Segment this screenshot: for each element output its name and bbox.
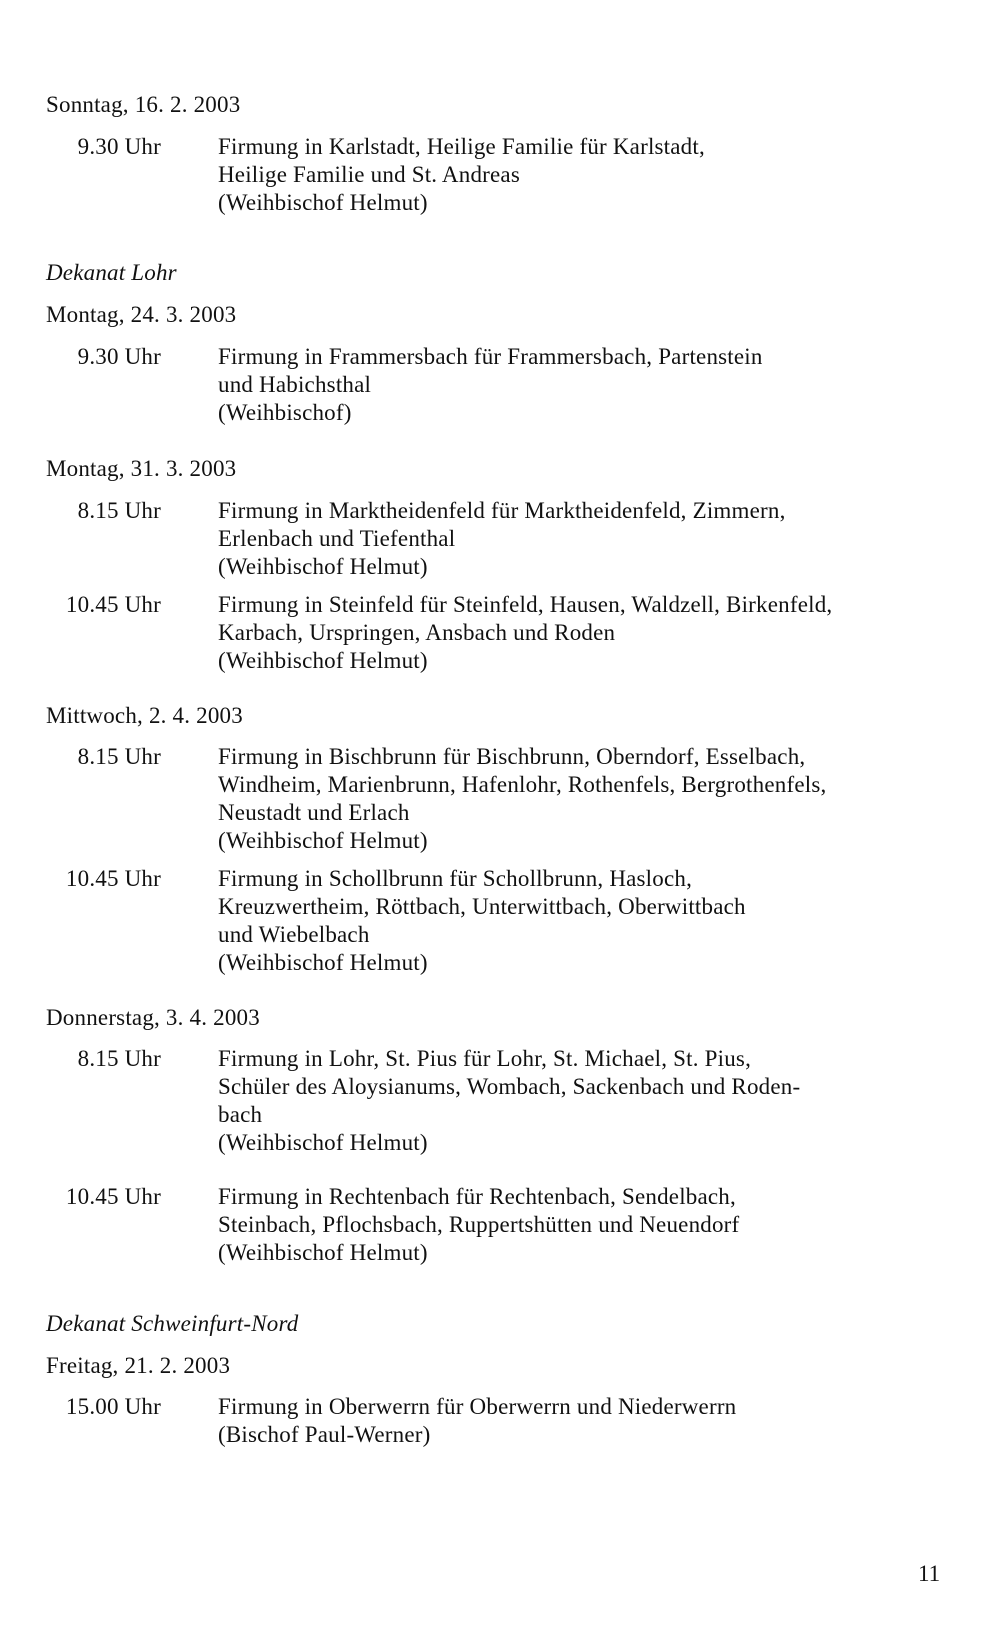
event-line: Firmung in Bischbrunn für Bischbrunn, Oberndorf, Esselbach, <box>218 744 806 769</box>
date-heading: Sonntag, 16. 2. 2003 <box>46 92 241 117</box>
event-line: (Weihbischof Helmut) <box>218 190 428 215</box>
event-line: Firmung in Rechtenbach für Rechtenbach, Sendelbach, <box>218 1184 736 1209</box>
date-heading: Montag, 24. 3. 2003 <box>46 302 237 327</box>
event-line: (Weihbischof Helmut) <box>218 828 428 853</box>
event-line: Steinbach, Pflochsbach, Ruppertshütten und Neuendorf <box>218 1212 740 1237</box>
event-time: 10.45 Uhr <box>65 866 161 891</box>
event-line: Firmung in Steinfeld für Steinfeld, Hausen, Waldzell, Birkenfeld, <box>218 592 833 617</box>
event-line: Firmung in Marktheidenfeld für Marktheidenfeld, Zimmern, <box>218 498 786 523</box>
event-line: Firmung in Oberwerrn für Oberwerrn und Niederwerrn <box>218 1394 737 1419</box>
event-line: (Weihbischof Helmut) <box>218 648 428 673</box>
event-time: 9.30 Uhr <box>77 344 161 369</box>
event-line: und Wiebelbach <box>218 922 370 947</box>
event-line: Erlenbach und Tiefenthal <box>218 526 456 551</box>
event-line: Karbach, Urspringen, Ansbach und Roden <box>218 620 616 645</box>
event-line: Firmung in Lohr, St. Pius für Lohr, St. Michael, St. Pius, <box>218 1046 752 1071</box>
event-line: Schüler des Aloysianums, Wombach, Sackenbach und Roden- <box>218 1074 801 1099</box>
event-line: (Bischof Paul-Werner) <box>218 1422 431 1447</box>
event-time: 10.45 Uhr <box>65 592 161 617</box>
event-time: 8.15 Uhr <box>77 498 161 523</box>
page-number: 11 <box>918 1561 941 1586</box>
event-line: Firmung in Schollbrunn für Schollbrunn, Hasloch, <box>218 866 693 891</box>
event-time: 15.00 Uhr <box>65 1394 161 1419</box>
section-heading: Dekanat Schweinfurt-Nord <box>46 1311 299 1336</box>
event-line: (Weihbischof Helmut) <box>218 1240 428 1265</box>
event-line: Kreuzwertheim, Röttbach, Unterwittbach, Oberwittbach <box>218 894 746 919</box>
event-line: Heilige Familie und St. Andreas <box>218 162 520 187</box>
event-time: 8.15 Uhr <box>77 744 161 769</box>
event-time: 9.30 Uhr <box>77 134 161 159</box>
event-line: Neustadt und Erlach <box>218 800 410 825</box>
event-line: Firmung in Karlstadt, Heilige Familie für Karlstadt, <box>218 134 705 159</box>
date-heading: Freitag, 21. 2. 2003 <box>46 1353 231 1378</box>
event-line: (Weihbischof Helmut) <box>218 554 428 579</box>
date-heading: Donnerstag, 3. 4. 2003 <box>46 1005 260 1030</box>
event-line: Windheim, Marienbrunn, Hafenlohr, Rothenfels, Bergrothenfels, <box>218 772 827 797</box>
section-heading: Dekanat Lohr <box>46 260 177 285</box>
event-line: (Weihbischof Helmut) <box>218 1130 428 1155</box>
event-line: (Weihbischof Helmut) <box>218 950 428 975</box>
event-line: (Weihbischof) <box>218 400 352 425</box>
event-line: und Habichsthal <box>218 372 372 397</box>
event-line: Firmung in Frammersbach für Frammersbach, Partenstein <box>218 344 763 369</box>
event-time: 8.15 Uhr <box>77 1046 161 1071</box>
date-heading: Montag, 31. 3. 2003 <box>46 456 237 481</box>
date-heading: Mittwoch, 2. 4. 2003 <box>46 703 243 728</box>
event-time: 10.45 Uhr <box>65 1184 161 1209</box>
event-line: bach <box>218 1102 263 1127</box>
